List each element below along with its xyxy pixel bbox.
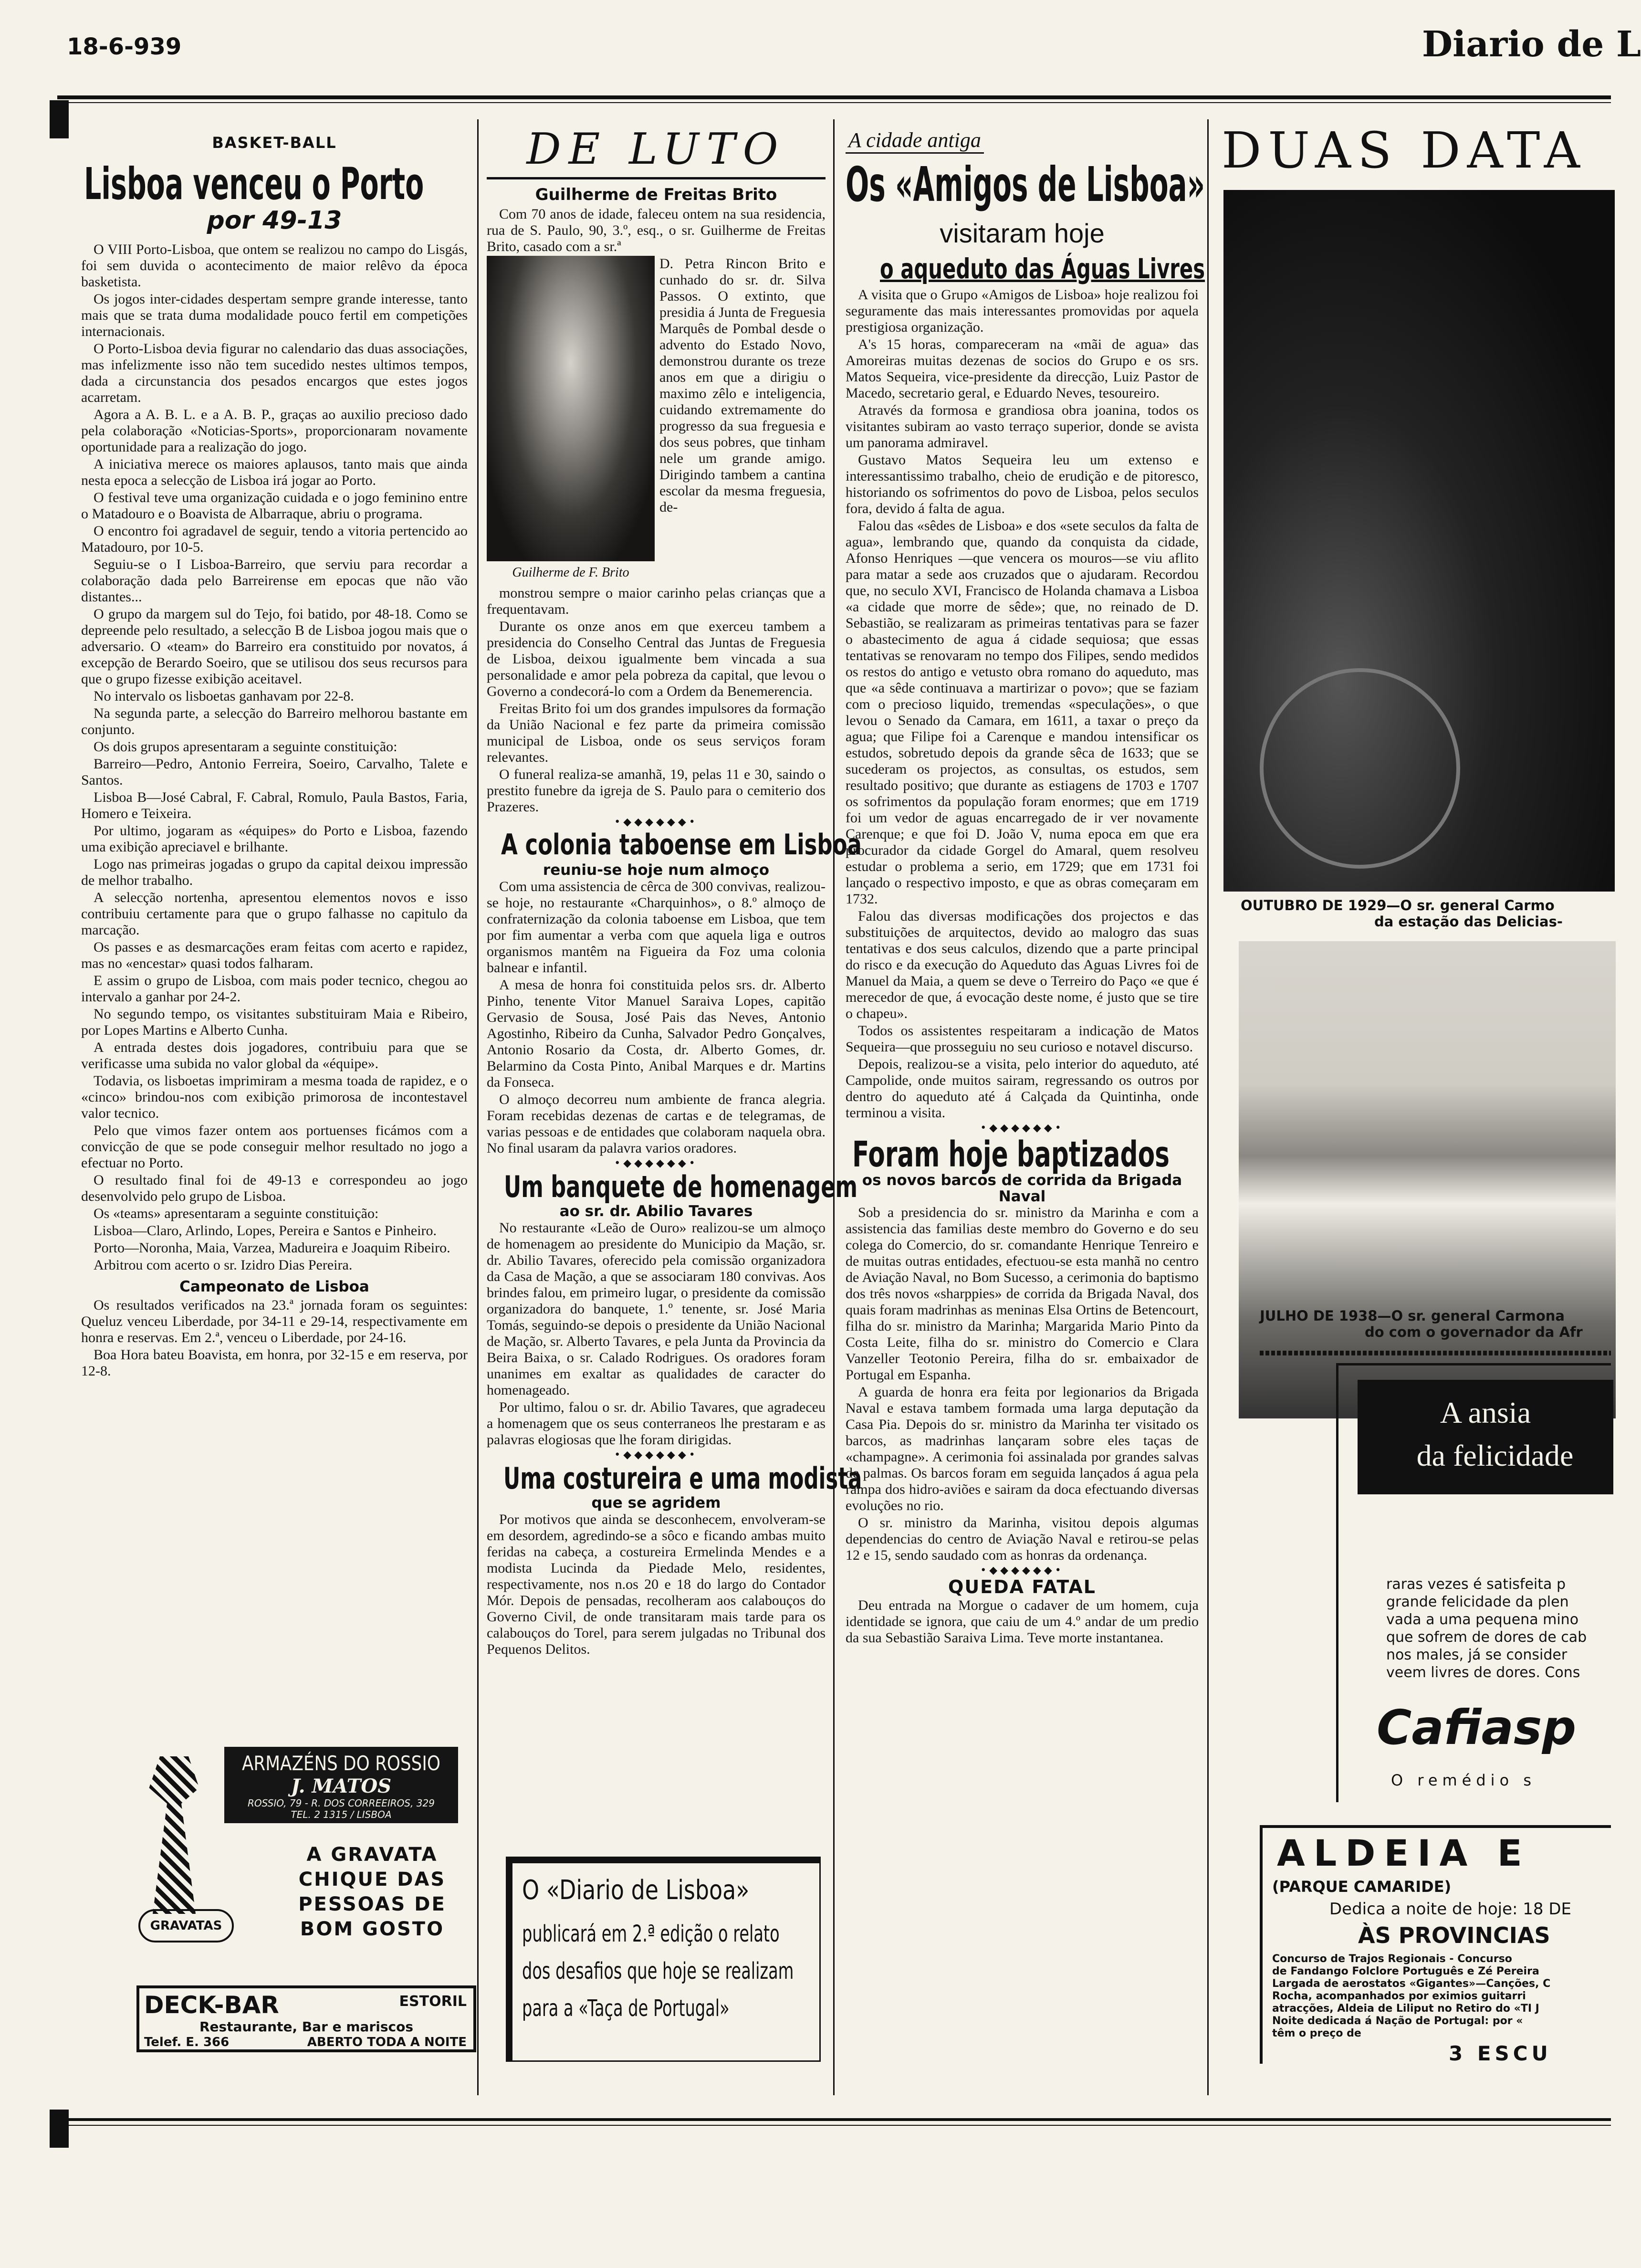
obituary-name: Guilherme de Freitas Brito (535, 185, 777, 204)
article-body (846, 1205, 1199, 1564)
tie-illustration (138, 1756, 210, 1914)
separator: •◆◆◆◆◆◆• (980, 1564, 1064, 1576)
ad-aldeia-small (1272, 1953, 1550, 2040)
ad-body (1386, 1575, 1587, 1681)
ad-name: J. MATOS (291, 1775, 392, 1797)
paragraph: O VIII Porto-Lisboa, que ontem se realizou no campo do Lisgás, foi sem duvida o acontecimento de maior relêvo da época basketista. (81, 242, 468, 290)
headline: A colonia taboense em Lisboa (501, 828, 862, 861)
ad-aldeia-small-line: Concurso de Trajos Regionais - Concurso (1272, 1953, 1512, 1965)
article-body (81, 242, 468, 1273)
ad-aldeia-sub: (PARQUE CAMARIDE) (1272, 1878, 1452, 1896)
paragraph: Durante os onze anos em que exerceu tambem a presidencia do Conselho Central das Juntas de Freguesia de Lisboa, deixou igualmente bem vincada a sua personalidade e amor pela pobreza da capital, que levou o Governo a condecorá-lo com a Ordem da Benemerencia. (487, 619, 826, 699)
ad-slogan-line: PESSOAS DE (298, 1893, 446, 1915)
paragraph: O festival teve uma organização cuidada e o jogo feminino entre o Matadouro e o Boavista de Albarraque, abriu o programa. (81, 490, 468, 522)
paragraph: O sr. ministro da Marinha, visitou depois algumas dependencias do centro de Aviação Naval e retirou-se pelas 12 e 15, sendo saudado com as honras da ordenança. (846, 1515, 1199, 1563)
ad-aldeia (1260, 1825, 1611, 2064)
article-body-2 (81, 1297, 468, 1379)
article-basketball (81, 134, 468, 1737)
paragraph: Pelo que vimos fazer ontem aos portuenses ficámos com a convicção de que se pode conseguir melhor resultado no jogo a efectuar no Porto. (81, 1123, 468, 1171)
paragraph: A's 15 horas, compareceram na «mãi de agua» das Amoreiras muitas dezenas de socios do Grupo e os srs. Matos Sequeira, vice-presidente da direcção, Luiz Pastor de Macedo, secretario geral, e Eduardo Neves, tesoureiro. (846, 336, 1199, 401)
article-body (487, 1512, 826, 1658)
paragraph: Lisboa—Claro, Arlindo, Lopes, Pereira e Santos e Pinheiro. (94, 1223, 437, 1239)
paragraph: O resultado final foi de 49-13 e correspondeu ao jogo desenvolvido pelo grupo de Lisboa. (81, 1172, 468, 1204)
paragraph: No intervalo os lisboetas ganhavam por 22-8. (94, 688, 354, 704)
ad-body-line: vada a uma pequena mino (1386, 1611, 1579, 1628)
paragraph: O encontro foi agradavel de seguir, tendo a vitoria pertencido ao Matadouro, por 10-5. (81, 523, 468, 555)
ad-body-line: que sofrem de dores de cab (1386, 1629, 1587, 1646)
separator: •◆◆◆◆◆◆• (614, 1449, 698, 1461)
promo-line: O «Diario de Lisboa» (522, 1875, 750, 1906)
masthead: Diario de L (1422, 24, 1641, 65)
paragraph: Freitas Brito foi um dos grandes impulsores da formação da União Nacional e fez parte da primeira comissão municipal de Lisboa, onde os seus serviços foram relevantes. (487, 701, 826, 765)
ad-deck-bar (136, 1985, 476, 2052)
separator: •◆◆◆◆◆◆• (614, 1157, 698, 1169)
article-title: Os «Amigos de Lisboa» (846, 157, 1205, 212)
column-divider (477, 119, 479, 2095)
footer-rule-thin (67, 2125, 1611, 2126)
paragraph: Agora a A. B. L. e a A. B. P., graças ao auxilio precioso dado pela colaboração «Noticias-Sports», proporcionaram novamente oportunidade para a realização do jogo. (81, 407, 468, 455)
article-sub2: o aqueduto das Águas Livres (880, 252, 1205, 285)
ad-cafiaspirina (1336, 1363, 1611, 1802)
carriage-wheel (1260, 668, 1460, 869)
paragraph: A iniciativa merece os maiores aplausos, tanto mais que ainda nesta epoca a selecção de Lisboa irá jogar ao Porto. (81, 456, 468, 488)
obituary-side-text: D. Petra Rincon Brito e cunhado do sr. dr. Silva Passos. O extinto, que presidia á Junta de Freguesia Marquês de Pombal desde o advento do Estado Novo, demonstrou durante os treze anos em que a dirigiu o maximo zêlo e inteligencia, cuidando extremamente do progresso da sua freguesia e dos seus pobres, que tinham nele um grande amigo. Dirigindo tambem a cantina escolar da mesma freguesia, de- (659, 256, 826, 515)
left-margin-block-bottom (50, 2110, 69, 2148)
ad-header-box (224, 1747, 458, 1823)
paragraph: Gustavo Matos Sequeira leu um extenso e interessantissimo trabalho, cheio de erudição e de pitoresco, historiando os sofrimentos do povo de Lisboa, pelos seculos fora, devido á falta de agua. (846, 452, 1199, 516)
paragraph: Porto—Noronha, Maia, Varzea, Madureira e Joaquim Ribeiro. (94, 1240, 450, 1256)
headline-sub: os novos barcos de corrida da Brigada Naval (862, 1172, 1182, 1205)
ad-body-line: nos males, já se consider (1386, 1647, 1568, 1663)
article-sub: visitaram hoje (940, 218, 1105, 248)
separator: •◆◆◆◆◆◆• (614, 816, 698, 828)
ad-address: ROSSIO, 79 - R. DOS CORREEIROS, 329 (248, 1797, 435, 1809)
promo-line: dos desafios que hoje se realizam (522, 1958, 794, 1984)
ad-aldeia-small-line: Rocha, acompanhados por eximios guitarri (1272, 1990, 1526, 2002)
paragraph: No restaurante «Leão de Ouro» realizou-se um almoço de homenagem ao presidente do Municipio da Mação, sr. dr. Abilio Tavares, oferecido pela comissão organizadora da Casa de Mação, a que se associaram 180 convivas. Aos brindes falou, em primeiro lugar, o presidente da comissão organizadora do banquete, 1.º tenente, sr. José Maria Tomás, seguindo-se depois o presidente da União Nacional de Mação, sr. Alberto Tavares, e pela Junta da Provincia da Beira Baixa, o sr. Calado Rodrigues. Os oradores foram unanimes em exaltar as qualidades de caracter do homenageado. (487, 1220, 826, 1398)
headline: Uma costureira e uma modista (503, 1461, 862, 1496)
paragraph: Por motivos que ainda se desconhecem, envolveram-se em desordem, agredindo-se a sôco e ficando ambas muito feridas na cabeça, a costureira Ermelinda Mendes e a modista Lucinda da Piedade Melo, residentes, respectivamente, nos n.os 20 e 18 do largo do Contador Mór. Depois de pensadas, recolheram aos calabouços do Governo Civil, de onde transitaram mais tarde para os calabouços do Torel, para serem julgadas no Tribunal dos Pequenos Delitos. (487, 1512, 826, 1657)
caption-line: da estação das Delicias- (1374, 914, 1563, 930)
paragraph: Sob a presidencia do sr. ministro da Marinha e com a assistencia das familias deste membro do Governo e do seu colega do Comercio, do sr. comandante Henrique Tenreiro e de muitas outras entidades, efectuou-se esta manhã no centro de Aviação Naval, no Bom Sucesso, a cerimonia do baptismo dos três novos «sharppies» de corrida da Brigada Naval, dos quais foram madrinhas as meninas Elsa Ortins de Betencourt, filha do sr. ministro da Marinha; Margarida Mario Pinto da Costa Leite, filha do sr. ministro do Comercio e Clara Vanzeller Teotonio Pereira, filha do sr. embaixador de Portugal em Espanha. (846, 1205, 1199, 1383)
paragraph: Seguiu-se o I Lisboa-Barreiro, que serviu para recordar a colaboração dada pelo Barreirense em epocas que não vão distantes... (81, 556, 468, 605)
ad-aldeia-title: ALDEIA E (1277, 1832, 1531, 1874)
article-aqueduct (846, 128, 1205, 2104)
paragraph: A mesa de honra foi constituida pelos srs. dr. Alberto Pinho, tenente Vitor Manuel Saraiva Lopes, capitão Gervasio de Sousa, José Pais das Neves, Antonio Agostinho, Ribeiro da Cunha, Salvador Pedro Gonçalves, Antonio Rosario da Costa, dr. Alberto Gomes, dr. Belarmino da Costa Pinto, Anibal Marques e dr. Martins da Fonseca. (487, 977, 826, 1090)
caption-line: JULHO DE 1938—O sr. general Carmona (1260, 1308, 1565, 1324)
paragraph: Lisboa B—José Cabral, F. Cabral, Romulo, Paula Bastos, Faria, Homero e Teixeira. (81, 789, 468, 821)
caption-line: OUTUBRO DE 1929—O sr. general Carmo (1241, 897, 1555, 914)
headline-sub: que se agridem (591, 1494, 721, 1512)
paragraph: monstrou sempre o maior carinho pelas crianças que a frequentavam. (487, 585, 826, 617)
ad-body-line: veem livres de dores. Cons (1386, 1664, 1580, 1681)
ad-brand: Cafiasp (1377, 1700, 1577, 1755)
ad-body-line: raras vezes é satisfeita p (1386, 1576, 1566, 1593)
paragraph: Os resultados verificados na 23.ª jornada foram os seguintes: Queluz venceu Liberdade, por 34-11 e 29-14, respectivamente em honra e reservas. Em 2.ª, venceu o Liberdade, por 24-16. (81, 1297, 468, 1345)
paragraph: Arbitrou com acerto o sr. Izidro Dias Pereira. (94, 1257, 353, 1273)
article-body (846, 287, 1199, 1121)
portrait-caption: Guilherme de F. Brito (512, 565, 629, 580)
photo-caption (1241, 897, 1563, 930)
obituary-body (487, 585, 826, 815)
paragraph: E assim o grupo de Lisboa, com mais poder tecnico, chegou ao intervalo a ganhar por 24-2. (81, 973, 468, 1005)
paragraph: A entrada destes dois jogadores, contribuiu para que se verificasse uma subida no valor global da «équipe». (81, 1040, 468, 1071)
article-kicker: BASKET-BALL (212, 134, 337, 152)
paragraph: Boa Hora bateu Boavista, em honra, por 32-15 e em reserva, por 12-8. (81, 1347, 468, 1379)
obituary-intro: Com 70 anos de idade, faleceu ontem na sua residencia, rua de S. Paulo, 90, 3.º, esq., o sr. Guilherme de Freitas Brito, casado com a sr.ª (487, 206, 826, 254)
paragraph: Os passes e as desmarcações eram feitas com acerto e rapidez, mas no «encestar» quasi todos falharam. (81, 939, 468, 971)
paragraph: Os dois grupos apresentaram a seguinte constituição: (94, 739, 397, 755)
ad-title: ARMAZÉNS DO ROSSIO (242, 1752, 440, 1775)
ad-headline-line: A ansia (1440, 1396, 1531, 1429)
ad-slogan-line: A GRAVATA (306, 1844, 438, 1866)
headline-sub: ao sr. dr. Abilio Tavares (559, 1203, 753, 1220)
ad-phone: TEL. 2 1315 / LISBOA (291, 1809, 392, 1820)
feature-banner: DUAS DATA (1222, 121, 1587, 179)
ad-deck-place: ESTORIL (399, 1993, 467, 2010)
ad-aldeia-small-line: Noite dedicada á Nação de Portugal: por « (1272, 2015, 1523, 2027)
ad-aldeia-line: Dedica a noite de hoje: 18 DE (1329, 1900, 1571, 1919)
promo-line: para a «Taça de Portugal» (522, 1995, 730, 2022)
paragraph: Por ultimo, jogaram as «équipes» do Porto e Lisboa, fazendo uma exibição apreciavel e brilhante. (81, 823, 468, 855)
article-body (487, 879, 826, 1156)
paragraph: A selecção nortenha, apresentou elementos novos e isso contribuiu certamente para que o grupo falhasse no capitulo da marcação. (81, 890, 468, 938)
gravatas-seal: GRAVATAS (138, 1909, 234, 1942)
ad-aldeia-line: ÀS PROVINCIAS (1358, 1922, 1550, 1948)
article-title: Lisboa venceu o Porto (84, 158, 424, 210)
ad-deck-phone: Telef. E. 366 (144, 2035, 230, 2049)
footer-rule (67, 2118, 1611, 2121)
ad-deck-hours: ABERTO TODA A NOITE (307, 2035, 467, 2049)
promo-line: publicará em 2.ª edição o relato (522, 1921, 780, 1947)
ad-body-line: grande felicidade da plen (1386, 1594, 1569, 1610)
photo-caption (1260, 1308, 1583, 1340)
ad-armazens-rossio (129, 1747, 458, 1976)
ad-aldeia-small-line: têm o preço de (1272, 2027, 1361, 2039)
header-rule-thin (57, 102, 1611, 103)
left-margin-block (50, 100, 69, 138)
paragraph: Com uma assistencia de cêrca de 300 convivas, realizou-se hoje, no restaurante «Charquinhos», o 8.º almoço de confraternização da colonia taboense em Lisboa, que tem por fim aumentar a verba com que aquela liga e outros organismos mantêm na Figueira da Foz uma colonia balnear e infantil. (487, 879, 826, 976)
paragraph: O grupo da margem sul do Tejo, foi batido, por 48-18. Como se depreende pelo resultado, a selecção B de Lisboa jogou mais que o adversario. O «team» do Barreiro era constituido por novatos, á excepção de Berardo Soeiro, que se utilisou dos seus recursos para que o grupo fizesse exibição aceitavel. (81, 606, 468, 687)
ad-slogan-line: BOM GOSTO (300, 1918, 445, 1940)
column-divider (833, 119, 835, 2095)
separator: •◆◆◆◆◆◆• (980, 1122, 1064, 1134)
ad-tagline: O remédio s (1391, 1771, 1536, 1789)
headline: Foram hoje baptizados (852, 1134, 1170, 1175)
ad-deck-name: DECK-BAR (144, 1991, 279, 2019)
paragraph: Na segunda parte, a selecção do Barreiro melhorou bastante em conjunto. (81, 705, 468, 737)
paragraph: No segundo tempo, os visitantes substituiram Maia e Ribeiro, por Lopes Martins e Alberto Cunha. (81, 1006, 468, 1038)
caption-line: do com o governador da Afr (1365, 1324, 1583, 1340)
article-subtitle: por 49-13 (207, 206, 342, 235)
paragraph: Por ultimo, falou o sr. dr. Abilio Tavares, que agradeceu a homenagem que os seus conterraneos lhe prestaram e as palavras elogiosas que lhe foram dirigidas. (487, 1399, 826, 1448)
ad-headline-line: da felicidade (1416, 1438, 1574, 1472)
ad-aldeia-small-line: de Fandango Folclore Português e Zé Pereira (1272, 1965, 1539, 1977)
headline-sub: reuniu-se hoje num almoço (543, 861, 770, 879)
ad-slogan-line: CHIQUE DAS (298, 1869, 446, 1890)
ad-deck-desc: Restaurante, Bar e mariscos (199, 2019, 413, 2035)
promo-box (506, 1857, 821, 2062)
paragraph: Os «teams» apresentaram a seguinte constituição: (94, 1206, 379, 1221)
photo-1938 (1239, 941, 1616, 1418)
paragraph: Depois, realizou-se a visita, pelo interior do aqueduto, até Campolide, onde muitos sairam, regressando os outros por dentro do aqueduto até á Calçada da Quintinha, onde terminou a visita. (846, 1056, 1199, 1121)
paragraph: A visita que o Grupo «Amigos de Lisboa» hoje realizou foi seguramente das mais interessantes promovidas por aquela prestigiosa organização. (846, 287, 1199, 335)
headline: Um banquete de homenagem (504, 1169, 857, 1204)
paragraph: Deu entrada na Morgue o cadaver de um homem, cuja identidade se ignora, que caiu de um 4.º andar de um predio da sua Sebastião Saraiva Lima. Teve morte instantanea. (846, 1597, 1199, 1646)
paragraph: Falou das «sêdes de Lisboa» e dos «sete seculos da falta de agua», lembrando que, quando da conquista da cidade, Afonso Henriques —que vencera os mouros—se viu aflito para matar a sede aos cruzados que o ajudaram. Recordou que, no seculo XVI, Francisco de Holanda chamava a Lisboa «a cidade que morre de sêde»; que, no reinado de D. Sebastião, se realizaram as primeiras tentativas para se fazer o abastecimento de agua á cidade sequiosa; que essas tentativas se renovaram no tempo dos Filipes, sendo medidos os restos do antigo e vetusto obra romano do aqueduto, mas que «a sêde continuava a martirizar o povo»; que se faziam com o precioso liquido, tremendas «speculações», o que levou o Senado da Camara, em 1611, a taxar o preço da agua; que Filipe foi a Carenque e mandou intensificar os estudos, sobretudo depois da grande sêca de 1633; que se sucederam os projectos, as consultas, os estudos, sem resultado positivo; que durante as estiagens de 1703 e 1707 os sofrimentos da população foram enormes; que em 1719 foi um vedor de aguas encarregado de ir ver novamente Carenque; e que foi D. João V, numa epoca em que era procurador da cidade Gorgel do Amaral, quem resolveu estudar o problema a serio, em 1729; que em 1731 foi lançado o respectivo imposto, e que as obras começaram em 1732. (846, 518, 1199, 907)
column-divider (1207, 119, 1209, 2095)
paragraph: Os jogos inter-cidades despertam sempre grande interesse, tanto mais que se trata duma modalidade pouco fertil em competições internacionais. (81, 291, 468, 339)
paragraph: O funeral realiza-se amanhã, 19, pelas 11 e 30, saindo o prestito funebre da igreja de S. Paulo para o cemiterio dos Prazeres. (487, 766, 826, 815)
obituary-banner: DE LUTO (487, 124, 826, 179)
header-rule (57, 95, 1611, 99)
paragraph: Através da formosa e grandiosa obra joanina, todos os visitantes subiram ao vasto terraço superior, donde se avista um panorama admiravel. (846, 402, 1199, 451)
paragraph: Todos os assistentes respeitaram a indicação de Matos Sequeira—que prosseguiu no seu curioso e notavel discurso. (846, 1023, 1199, 1055)
paragraph: Todavia, os lisboetas imprimiram a mesma toada de rapidez, e o «cinco» brindou-nos com exibição primorosa de incontestavel valor tecnico. (81, 1073, 468, 1121)
paragraph: O Porto-Lisboa devia figurar no calendario das duas associações, mas infelizmente isso não tem sucedido nestes ultimos tempos, dada a circunstancia dos pesados encargos que estes jogos acarretam. (81, 341, 468, 405)
ad-aldeia-price: 3 ESCU (1449, 2042, 1552, 2065)
article-body (487, 1220, 826, 1448)
section-subhead: Campeonato de Lisboa (179, 1278, 369, 1295)
ad-aldeia-small-line: atracções, Aldeia de Liliput no Retiro do «TI J (1272, 2003, 1539, 2015)
article-body (846, 1597, 1199, 1646)
dashed-rule (1260, 1351, 1611, 1355)
paragraph: Barreiro—Pedro, Antonio Ferreira, Soeiro, Carvalho, Talete e Santos. (81, 756, 468, 788)
ad-headline-box (1358, 1380, 1613, 1494)
photo-feature (1217, 119, 1611, 1365)
page-date: 18-6-939 (67, 33, 182, 60)
paragraph: O almoço decorreu num ambiente de franca alegria. Foram recebidas dezenas de cartas e de telegramas, de varias pessoas e de entidades que colaboram naquela obra. No final usaram da palavra varios oradores. (487, 1092, 826, 1156)
ad-slogan (286, 1842, 458, 1942)
paragraph: A guarda de honra era feita por legionarios da Brigada Naval e estava tambem formada uma larga deputação da Casa Pia. Depois do sr. ministro da Marinha ter visitado os barcos, as madrinhas lançaram sobre eles taças de «champagne». A cerimonia foi assinalada por grandes salvas de palmas. Os barcos foram em seguida lançados á agua pela rampa dos hidro-aviões e sairam da doca efectuando diversas evoluções no rio. (846, 1384, 1199, 1513)
headline: QUEDA FATAL (948, 1576, 1096, 1597)
article-obituary (487, 124, 862, 1657)
article-kicker: A cidade antiga (846, 128, 984, 154)
portrait-photo (487, 256, 655, 561)
paragraph: Logo nas primeiras jogadas o grupo da capital deixou impressão de melhor trabalho. (81, 856, 468, 888)
ad-aldeia-small-line: Largada de aerostatos «Gigantes»—Canções, C (1272, 1978, 1551, 1990)
paragraph: Falou das diversas modificações dos projectos e das substituições de arquitectos, devido ao malogro das suas tentativas e dos seus calculos, dizendo que a parte principal do risco e da execução do Aqueduto das Aguas Livres foi de Manuel da Maia, a quem se deve o Terreiro do Paço «e que é merecedor de que, á evocação deste nome, é justo que se tire o chapeu». (846, 908, 1199, 1021)
